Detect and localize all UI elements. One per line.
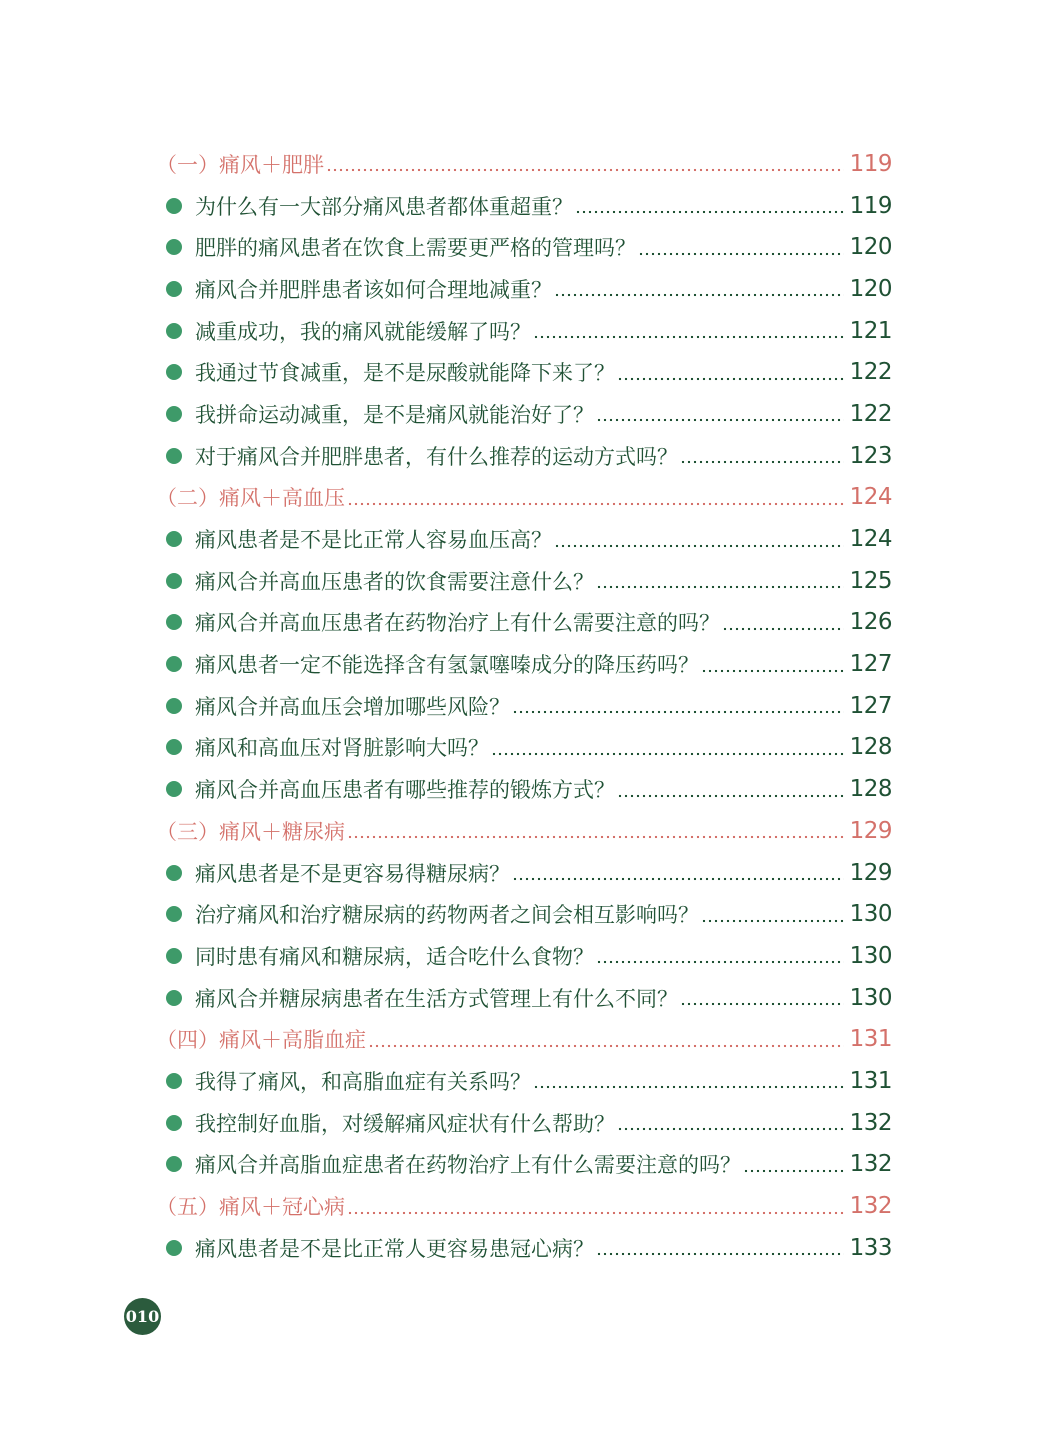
- toc-entry-title: 痛风合并高血压患者在药物治疗上有什么需要注意的吗？: [195, 611, 720, 636]
- toc-section-heading[interactable]: [156, 477, 892, 519]
- toc-entry-page: 127: [849, 692, 892, 719]
- dot-leader: [617, 1112, 844, 1133]
- bullet-icon: [166, 198, 182, 214]
- dot-leader: [701, 904, 844, 925]
- bullet-icon: [166, 614, 182, 630]
- toc-entry[interactable]: [156, 727, 892, 769]
- toc-entry[interactable]: [156, 560, 892, 602]
- toc-entry-page: 120: [849, 234, 892, 261]
- toc-entry-page: 126: [849, 609, 892, 636]
- toc-entry-page: 132: [849, 1193, 892, 1220]
- bullet-icon: [166, 406, 182, 422]
- dot-leader: [575, 195, 844, 216]
- toc-entry-page: 128: [849, 776, 892, 803]
- bullet-icon: [166, 656, 182, 672]
- toc-entry-page: 128: [849, 734, 892, 761]
- toc-entry-page: 132: [849, 1151, 892, 1178]
- bullet-icon: [166, 1115, 182, 1131]
- toc-entry-page: 122: [849, 400, 892, 427]
- bullet-icon: [166, 990, 182, 1006]
- bullet-icon: [166, 573, 182, 589]
- bullet-icon: [166, 948, 182, 964]
- toc-entry-title: 痛风合并高脂血症患者在药物治疗上有什么需要注意的吗？: [195, 1153, 741, 1178]
- toc-entry-page: 127: [849, 651, 892, 678]
- toc-entry[interactable]: [156, 643, 892, 685]
- toc-entry-title: （二）痛风＋高血压: [156, 486, 345, 511]
- toc-entry[interactable]: [156, 518, 892, 560]
- dot-leader: [554, 529, 844, 550]
- toc-entry-title: 我拼命运动减重，是不是痛风就能治好了？: [195, 402, 594, 427]
- table-of-contents: [156, 143, 892, 1269]
- dot-leader: [491, 737, 844, 758]
- toc-entry-title: 痛风患者是不是比正常人更容易患冠心病？: [195, 1236, 594, 1261]
- toc-entry-page: 122: [849, 359, 892, 386]
- toc-entry[interactable]: [156, 351, 892, 393]
- toc-entry-page: 130: [849, 942, 892, 969]
- toc-entry-title: 痛风患者是不是更容易得糖尿病？: [195, 861, 510, 886]
- toc-entry[interactable]: [156, 393, 892, 435]
- dot-leader: [680, 445, 844, 466]
- toc-entry[interactable]: [156, 685, 892, 727]
- toc-entry-page: 124: [849, 526, 892, 553]
- toc-entry-page: 123: [849, 442, 892, 469]
- toc-entry-title: 痛风患者是不是比正常人容易血压高？: [195, 528, 552, 553]
- toc-entry[interactable]: [156, 1144, 892, 1186]
- toc-entry-title: 痛风和高血压对肾脏影响大吗？: [195, 736, 489, 761]
- bullet-icon: [166, 239, 182, 255]
- dot-leader: [617, 779, 844, 800]
- toc-entry[interactable]: [156, 268, 892, 310]
- dot-leader: [596, 1237, 844, 1258]
- toc-entry[interactable]: [156, 185, 892, 227]
- toc-entry-title: 同时患有痛风和糖尿病，适合吃什么食物？: [195, 944, 594, 969]
- toc-entry[interactable]: [156, 977, 892, 1019]
- toc-entry-title: 痛风合并高血压会增加哪些风险？: [195, 694, 510, 719]
- bullet-icon: [166, 531, 182, 547]
- dot-leader: [347, 820, 844, 841]
- toc-entry-page: 132: [849, 1109, 892, 1136]
- bullet-icon: [166, 1240, 182, 1256]
- toc-entry-page: 119: [849, 192, 892, 219]
- toc-entry-title: （一）痛风＋肥胖: [156, 152, 324, 177]
- toc-entry-page: 124: [849, 484, 892, 511]
- toc-entry-title: 痛风合并糖尿病患者在生活方式管理上有什么不同？: [195, 986, 678, 1011]
- toc-entry-page: 129: [849, 859, 892, 886]
- toc-entry[interactable]: [156, 435, 892, 477]
- dot-leader: [680, 987, 844, 1008]
- toc-entry-title: （五）痛风＋冠心病: [156, 1195, 345, 1220]
- toc-entry-title: 为什么有一大部分痛风患者都体重超重？: [195, 194, 573, 219]
- bullet-icon: [166, 364, 182, 380]
- bullet-icon: [166, 865, 182, 881]
- dot-leader: [617, 362, 844, 383]
- dot-leader: [533, 1070, 844, 1091]
- toc-entry-title: （三）痛风＋糖尿病: [156, 819, 345, 844]
- toc-entry[interactable]: [156, 310, 892, 352]
- bullet-icon: [166, 1073, 182, 1089]
- toc-entry-title: 减重成功，我的痛风就能缓解了吗？: [195, 319, 531, 344]
- toc-entry-title: 对于痛风合并肥胖患者，有什么推荐的运动方式吗？: [195, 444, 678, 469]
- dot-leader: [596, 403, 844, 424]
- toc-entry-page: 129: [849, 817, 892, 844]
- toc-entry-title: （四）痛风＋高脂血症: [156, 1028, 366, 1053]
- bullet-icon: [166, 906, 182, 922]
- bullet-icon: [166, 739, 182, 755]
- toc-entry-page: 125: [849, 567, 892, 594]
- toc-entry[interactable]: [156, 1227, 892, 1269]
- toc-entry-page: 120: [849, 275, 892, 302]
- toc-entry-title: 痛风合并高血压患者的饮食需要注意什么？: [195, 569, 594, 594]
- dot-leader: [326, 153, 844, 174]
- dot-leader: [596, 570, 844, 591]
- dot-leader: [638, 237, 844, 258]
- dot-leader: [347, 1196, 844, 1217]
- toc-entry-title: 我控制好血脂，对缓解痛风症状有什么帮助？: [195, 1111, 615, 1136]
- bullet-icon: [166, 1156, 182, 1172]
- toc-section-heading[interactable]: [156, 143, 892, 185]
- toc-entry-title: 痛风合并高血压患者有哪些推荐的锻炼方式？: [195, 778, 615, 803]
- bullet-icon: [166, 323, 182, 339]
- toc-entry[interactable]: [156, 893, 892, 935]
- toc-entry-page: 130: [849, 901, 892, 928]
- dot-leader: [722, 612, 844, 633]
- bullet-icon: [166, 448, 182, 464]
- toc-entry-title: 痛风患者一定不能选择含有氢氯噻嗪成分的降压药吗？: [195, 653, 699, 678]
- toc-entry[interactable]: [156, 602, 892, 644]
- toc-entry-title: 我通过节食减重，是不是尿酸就能降下来了？: [195, 361, 615, 386]
- toc-section-heading[interactable]: [156, 1185, 892, 1227]
- toc-entry-page: 131: [849, 1067, 892, 1094]
- toc-entry[interactable]: [156, 852, 892, 894]
- toc-entry-page: 133: [849, 1234, 892, 1261]
- toc-entry[interactable]: [156, 1102, 892, 1144]
- toc-entry-page: 131: [849, 1026, 892, 1053]
- toc-entry[interactable]: [156, 935, 892, 977]
- toc-entry-page: 130: [849, 984, 892, 1011]
- page-number-badge: 010: [124, 1298, 161, 1335]
- dot-leader: [512, 695, 844, 716]
- bullet-icon: [166, 281, 182, 297]
- toc-entry-page: 119: [849, 150, 892, 177]
- toc-entry-title: 肥胖的痛风患者在饮食上需要更严格的管理吗？: [195, 236, 636, 261]
- toc-entry[interactable]: [156, 226, 892, 268]
- dot-leader: [368, 1029, 844, 1050]
- bullet-icon: [166, 698, 182, 714]
- dot-leader: [596, 945, 844, 966]
- toc-entry-title: 痛风合并肥胖患者该如何合理地减重？: [195, 277, 552, 302]
- toc-entry-title: 我得了痛风，和高脂血症有关系吗？: [195, 1069, 531, 1094]
- dot-leader: [554, 278, 844, 299]
- dot-leader: [512, 862, 844, 883]
- toc-entry[interactable]: [156, 1060, 892, 1102]
- dot-leader: [701, 654, 844, 675]
- dot-leader: [533, 320, 844, 341]
- dot-leader: [347, 487, 844, 508]
- toc-entry[interactable]: [156, 768, 892, 810]
- dot-leader: [743, 1154, 844, 1175]
- toc-entry-title: 治疗痛风和治疗糖尿病的药物两者之间会相互影响吗？: [195, 903, 699, 928]
- bullet-icon: [166, 781, 182, 797]
- toc-section-heading[interactable]: [156, 810, 892, 852]
- toc-entry-page: 121: [849, 317, 892, 344]
- toc-section-heading[interactable]: [156, 1018, 892, 1060]
